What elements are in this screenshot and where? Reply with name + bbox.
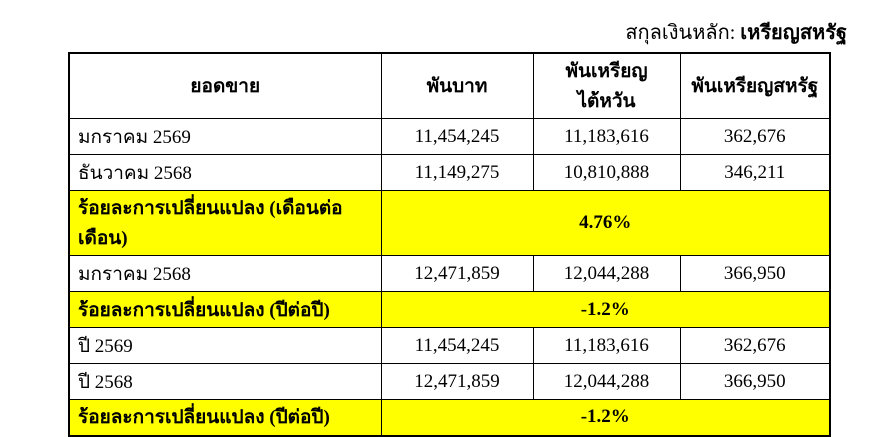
value-baht: 12,471,859 bbox=[381, 364, 533, 400]
value-usd: 362,676 bbox=[680, 328, 830, 364]
sales-table bbox=[68, 52, 831, 437]
col-header-thousand-usd: พันเหรียญสหรัฐ bbox=[680, 53, 830, 119]
currency-note-prefix: สกุลเงินหลัก: bbox=[625, 22, 741, 44]
value-twd: 12,044,288 bbox=[533, 256, 680, 292]
value-usd: 346,211 bbox=[680, 155, 830, 191]
highlight-row-year-over-year bbox=[69, 400, 830, 436]
value-baht: 11,149,275 bbox=[381, 155, 533, 191]
highlight-value: -1.2% bbox=[381, 400, 830, 436]
highlight-label: ร้อยละการเปลี่ยนแปลง (ปีต่อปี) bbox=[69, 400, 381, 436]
highlight-label: ร้อยละการเปลี่ยนแปลง (เดือนต่อเดือน) bbox=[69, 191, 381, 256]
value-baht: 11,454,245 bbox=[381, 328, 533, 364]
row-label: มกราคม 2569 bbox=[69, 119, 381, 155]
value-baht: 11,454,245 bbox=[381, 119, 533, 155]
table-row bbox=[69, 256, 830, 292]
table-row bbox=[69, 328, 830, 364]
currency-note bbox=[68, 16, 847, 48]
highlight-value: -1.2% bbox=[381, 292, 830, 328]
table-row bbox=[69, 119, 830, 155]
value-twd: 11,183,616 bbox=[533, 328, 680, 364]
col-header-thousand-twd: พันเหรียญไต้หวัน bbox=[533, 53, 680, 119]
row-label: ปี 2568 bbox=[69, 364, 381, 400]
value-twd: 12,044,288 bbox=[533, 364, 680, 400]
value-twd: 10,810,888 bbox=[533, 155, 680, 191]
table-row bbox=[69, 364, 830, 400]
value-usd: 366,950 bbox=[680, 256, 830, 292]
row-label: มกราคม 2568 bbox=[69, 256, 381, 292]
row-label: ปี 2569 bbox=[69, 328, 381, 364]
row-label: ธันวาคม 2568 bbox=[69, 155, 381, 191]
highlight-row-month-over-month bbox=[69, 191, 830, 256]
col-header-sales: ยอดขาย bbox=[69, 53, 381, 119]
highlight-label: ร้อยละการเปลี่ยนแปลง (ปีต่อปี) bbox=[69, 292, 381, 328]
currency-note-value: เหรียญสหรัฐ bbox=[740, 22, 847, 44]
value-usd: 366,950 bbox=[680, 364, 830, 400]
header-row bbox=[69, 53, 830, 119]
value-twd: 11,183,616 bbox=[533, 119, 680, 155]
table-row bbox=[69, 155, 830, 191]
highlight-value: 4.76% bbox=[381, 191, 830, 256]
highlight-row-year-over-year bbox=[69, 292, 830, 328]
value-usd: 362,676 bbox=[680, 119, 830, 155]
value-baht: 12,471,859 bbox=[381, 256, 533, 292]
col-header-thousand-baht: พันบาท bbox=[381, 53, 533, 119]
